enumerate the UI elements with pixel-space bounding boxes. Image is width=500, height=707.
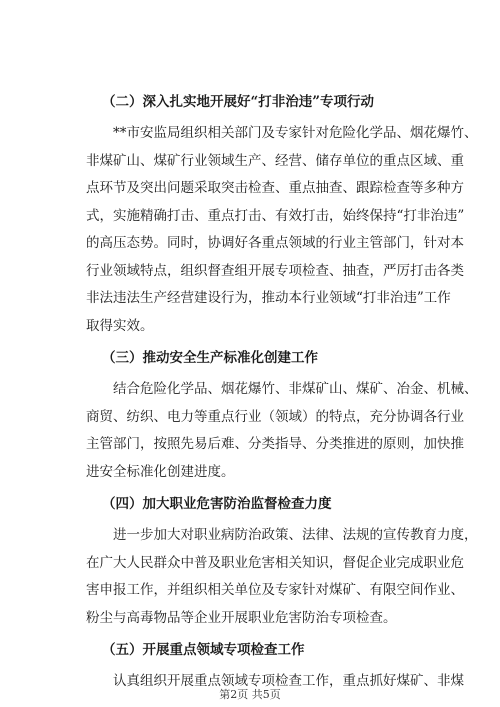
section-heading-5: （五）开展重点领域专项检查工作 <box>102 642 305 658</box>
section-heading-4: （四）加大职业危害防治监督检查力度 <box>102 496 332 512</box>
text-line: 商贸、纺织、电力等重点行业（领域）的特点，充分协调各行业 <box>86 408 464 425</box>
text-line: 认真组织开展重点领域专项检查工作，重点抓好煤矿、非煤 <box>113 673 464 689</box>
text-line: 结合危险化学品、烟花爆竹、非煤矿山、煤矿、冶金、机械、 <box>113 381 478 397</box>
text-line: 害申报工作，并组织相关单位及专家针对煤矿、有限空间作业、 <box>86 582 464 598</box>
text-line: 式，实施精确打击、重点打击、有效打击，始终保持“打非治违” <box>86 207 465 224</box>
text-line: **市安监局组织相关部门及专家针对危险化学品、烟花爆竹、 <box>113 125 478 141</box>
text-line: 非法违法生产经营建设行为，推动本行业领域“打非治违”工作 <box>86 290 451 306</box>
text-line: 粉尘与高毒物品等企业开展职业危害防治专项检查。 <box>86 609 397 626</box>
text-line: 取得实效。 <box>86 317 154 334</box>
text-line: 非煤矿山、煤矿行业领域生产、经营、储存单位的重点区域、重 <box>86 152 464 169</box>
section-paragraph-4 <box>86 522 478 632</box>
section-heading-2: （二）深入扎实地开展好“打非治违”专项行动 <box>102 94 375 110</box>
text-line: 点环节及突出问题采取突击检查、重点抽查、跟踪检查等多种方 <box>86 180 464 196</box>
section-paragraph-2 <box>86 120 478 340</box>
text-line: 主管部门，按照先易后难、分类指导、分类推进的原则，加快推 <box>86 436 464 452</box>
text-line: 在广大人民群众中普及职业危害相关知识，督促企业完成职业危 <box>86 554 464 571</box>
document-body <box>86 92 478 696</box>
text-line: 的高压态势。同时，协调好各重点领域的行业主管部门，针对本 <box>86 235 464 251</box>
section-paragraph-3 <box>86 376 478 486</box>
text-line: 进一步加大对职业病防治政策、法律、法规的宣传教育力度， <box>113 527 478 543</box>
text-line: 行业领域特点，组织督查组开展专项检查、抽查，严厉打击各类 <box>86 262 464 279</box>
text-line: 进安全标准化创建进度。 <box>86 463 235 480</box>
section-heading-3: （三）推动安全生产标准化创建工作 <box>102 350 318 366</box>
page-number-footer: 第2页 共5页 <box>219 688 281 701</box>
